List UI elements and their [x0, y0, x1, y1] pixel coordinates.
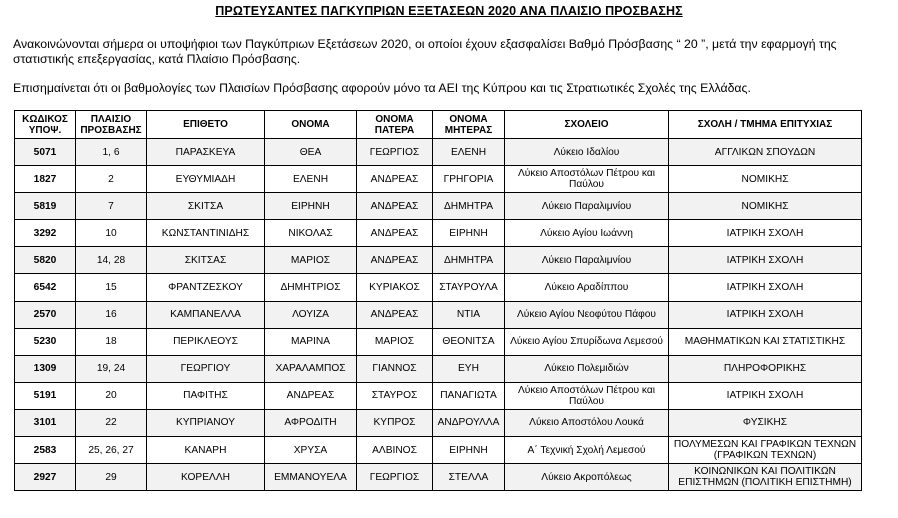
- cell-surname: ΠΑΡΑΣΚΕΥΑ: [147, 139, 265, 166]
- header-frame: ΠΛΑΙΣΙΟ ΠΡΟΣΒΑΣΗΣ: [76, 111, 147, 139]
- cell-dept: ΠΟΛΥΜΕΣΩΝ ΚΑΙ ΓΡΑΦΙΚΩΝ ΤΕΧΝΩΝ (ΓΡΑΦΙΚΩΝ ΤΕΧΝΩΝ): [669, 437, 862, 464]
- cell-frame: 29: [76, 464, 147, 491]
- cell-code: 3292: [15, 220, 76, 247]
- cell-mother: ΕΙΡΗΝΗ: [433, 220, 505, 247]
- cell-school: Λύκειο Παραλιμνίου: [505, 193, 669, 220]
- cell-school: Λύκειο Αγίου Νεοφύτου Πάφου: [505, 301, 669, 328]
- cell-dept: ΦΥΣΙΚΗΣ: [669, 409, 862, 436]
- cell-father: ΓΕΩΡΓΙΟΣ: [357, 139, 433, 166]
- cell-code: 1827: [15, 166, 76, 193]
- cell-surname: ΠΕΡΙΚΛΕΟΥΣ: [147, 328, 265, 355]
- cell-code: 5071: [15, 139, 76, 166]
- cell-father: ΑΝΔΡΕΑΣ: [357, 220, 433, 247]
- cell-name: ΘΕΑ: [265, 139, 357, 166]
- cell-school: Λύκειο Αραδίππου: [505, 274, 669, 301]
- table-row: [15, 247, 862, 274]
- header-school: ΣΧΟΛΕΙΟ: [505, 111, 669, 139]
- header-dept: ΣΧΟΛΗ / ΤΜΗΜΑ ΕΠΙΤΥΧΙΑΣ: [669, 111, 862, 139]
- cell-mother: ΔΗΜΗΤΡΑ: [433, 247, 505, 274]
- cell-dept: ΙΑΤΡΙΚΗ ΣΧΟΛΗ: [669, 220, 862, 247]
- cell-school: Λύκειο Ιδαλίου: [505, 139, 669, 166]
- cell-frame: 22: [76, 409, 147, 436]
- cell-name: ΕΛΕΝΗ: [265, 166, 357, 193]
- cell-father: ΑΛΒΙΝΟΣ: [357, 437, 433, 464]
- cell-dept: ΝΟΜΙΚΗΣ: [669, 166, 862, 193]
- cell-father: ΣΤΑΥΡΟΣ: [357, 382, 433, 409]
- cell-mother: ΝΤΙΑ: [433, 301, 505, 328]
- header-surname: ΕΠΙΘΕΤΟ: [147, 111, 265, 139]
- cell-mother: ΠΑΝΑΓΙΩΤΑ: [433, 382, 505, 409]
- cell-dept: ΝΟΜΙΚΗΣ: [669, 193, 862, 220]
- cell-school: Α΄ Τεχνική Σχολή Λεμεσού: [505, 437, 669, 464]
- cell-frame: 7: [76, 193, 147, 220]
- results-table: [14, 110, 862, 491]
- cell-code: 3101: [15, 409, 76, 436]
- table-row: [15, 464, 862, 491]
- cell-school: Λύκειο Αποστόλου Λουκά: [505, 409, 669, 436]
- cell-school: Λύκειο Παραλιμνίου: [505, 247, 669, 274]
- cell-mother: ΕΥΗ: [433, 355, 505, 382]
- cell-code: 2570: [15, 301, 76, 328]
- cell-name: ΕΙΡΗΝΗ: [265, 193, 357, 220]
- cell-frame: 10: [76, 220, 147, 247]
- cell-surname: ΣΚΙΤΣΑ: [147, 193, 265, 220]
- cell-school: Λύκειο Αγίου Ιωάννη: [505, 220, 669, 247]
- cell-father: ΚΥΠΡΟΣ: [357, 409, 433, 436]
- cell-mother: ΘΕΟΝΙΤΣΑ: [433, 328, 505, 355]
- cell-school: Λύκειο Ακροπόλεως: [505, 464, 669, 491]
- cell-frame: 20: [76, 382, 147, 409]
- cell-surname: ΚΩΝΣΤΑΝΤΙΝΙΔΗΣ: [147, 220, 265, 247]
- cell-dept: ΠΛΗΡΟΦΟΡΙΚΗΣ: [669, 355, 862, 382]
- table-row: [15, 139, 862, 166]
- table-row: [15, 437, 862, 464]
- cell-code: 5230: [15, 328, 76, 355]
- cell-code: 5191: [15, 382, 76, 409]
- cell-surname: ΦΡΑΝΤΖΕΣΚΟΥ: [147, 274, 265, 301]
- cell-dept: ΑΓΓΛΙΚΩΝ ΣΠΟΥΔΩΝ: [669, 139, 862, 166]
- cell-frame: 2: [76, 166, 147, 193]
- table-row: [15, 193, 862, 220]
- note-paragraph: Επισημαίνεται ότι οι βαθμολογίες των Πλαισίων Πρόσβασης αφορούν μόνο τα ΑΕΙ της Κύπρου και τις Στρατιωτικές Σχολές της Ελλάδας.: [13, 81, 751, 95]
- cell-frame: 16: [76, 301, 147, 328]
- cell-code: 2583: [15, 437, 76, 464]
- cell-mother: ΣΤΑΥΡΟΥΛΑ: [433, 274, 505, 301]
- cell-mother: ΣΤΕΛΛΑ: [433, 464, 505, 491]
- cell-school: Λύκειο Πολεμιδιών: [505, 355, 669, 382]
- cell-code: 6542: [15, 274, 76, 301]
- table-row: [15, 166, 862, 193]
- cell-name: ΑΝΔΡΕΑΣ: [265, 382, 357, 409]
- header-name: ΟΝΟΜΑ: [265, 111, 357, 139]
- cell-frame: 1, 6: [76, 139, 147, 166]
- cell-surname: ΚΑΝΑΡΗ: [147, 437, 265, 464]
- table-row: [15, 220, 862, 247]
- cell-surname: ΚΟΡΕΛΛΗ: [147, 464, 265, 491]
- header-mother: ΟΝΟΜΑ ΜΗΤΕΡΑΣ: [433, 111, 505, 139]
- cell-name: ΝΙΚΟΛΑΣ: [265, 220, 357, 247]
- table-row: [15, 382, 862, 409]
- table-row: [15, 328, 862, 355]
- cell-surname: ΚΥΠΡΙΑΝΟΥ: [147, 409, 265, 436]
- header-code: ΚΩΔΙΚΟΣ ΥΠΟΨ.: [15, 111, 76, 139]
- cell-frame: 25, 26, 27: [76, 437, 147, 464]
- cell-surname: ΣΚΙΤΣΑΣ: [147, 247, 265, 274]
- table-row: [15, 301, 862, 328]
- table-row: [15, 409, 862, 436]
- cell-father: ΓΕΩΡΓΙΟΣ: [357, 464, 433, 491]
- cell-name: ΜΑΡΙΝΑ: [265, 328, 357, 355]
- cell-father: ΑΝΔΡΕΑΣ: [357, 301, 433, 328]
- page-title: ΠΡΩΤΕΥΣΑΝΤΕΣ ΠΑΓΚΥΠΡΙΩΝ ΕΞΕΤΑΣΕΩΝ 2020 ΑΝΑ ΠΛΑΙΣΙΟ ΠΡΟΣΒΑΣΗΣ: [215, 4, 683, 18]
- cell-school: Λύκειο Αγίου Σπυρίδωνα Λεμεσού: [505, 328, 669, 355]
- cell-name: ΕΜΜΑΝΟΥΕΛΑ: [265, 464, 357, 491]
- cell-code: 1309: [15, 355, 76, 382]
- cell-frame: 14, 28: [76, 247, 147, 274]
- cell-school: Λύκειο Αποστόλων Πέτρου και Παύλου: [505, 166, 669, 193]
- cell-name: ΑΦΡΟΔΙΤΗ: [265, 409, 357, 436]
- announcement-paragraph: Ανακοινώνονται σήμερα οι υποψήφιοι των Παγκύπριων Εξετάσεων 2020, οι οποίοι έχουν εξασφαλίσει Βαθμό Πρόσβασης “ 20 ”, μετά την εφαρμογή της στατιστικής επεξεργασίας, κατά Πλαίσιο Πρόσβασης.: [13, 37, 837, 66]
- cell-mother: ΔΗΜΗΤΡΑ: [433, 193, 505, 220]
- cell-father: ΑΝΔΡΕΑΣ: [357, 247, 433, 274]
- cell-dept: ΙΑΤΡΙΚΗ ΣΧΟΛΗ: [669, 301, 862, 328]
- cell-name: ΜΑΡΙΟΣ: [265, 247, 357, 274]
- table-header-row: [15, 111, 862, 139]
- cell-mother: ΑΝΔΡΟΥΛΛΑ: [433, 409, 505, 436]
- cell-name: ΛΟΥΙΖΑ: [265, 301, 357, 328]
- cell-father: ΚΥΡΙΑΚΟΣ: [357, 274, 433, 301]
- cell-name: ΧΑΡΑΛΑΜΠΟΣ: [265, 355, 357, 382]
- cell-frame: 15: [76, 274, 147, 301]
- cell-dept: ΜΑΘΗΜΑΤΙΚΩΝ ΚΑΙ ΣΤΑΤΙΣΤΙΚΗΣ: [669, 328, 862, 355]
- cell-code: 5820: [15, 247, 76, 274]
- cell-mother: ΓΡΗΓΟΡΙΑ: [433, 166, 505, 193]
- cell-school: Λύκειο Αποστόλων Πέτρου και Παύλου: [505, 382, 669, 409]
- cell-code: 5819: [15, 193, 76, 220]
- cell-father: ΑΝΔΡΕΑΣ: [357, 166, 433, 193]
- header-father: ΟΝΟΜΑ ΠΑΤΕΡΑ: [357, 111, 433, 139]
- cell-father: ΜΑΡΙΟΣ: [357, 328, 433, 355]
- cell-frame: 18: [76, 328, 147, 355]
- cell-dept: ΙΑΤΡΙΚΗ ΣΧΟΛΗ: [669, 274, 862, 301]
- table-row: [15, 274, 862, 301]
- cell-name: ΧΡΥΣΑ: [265, 437, 357, 464]
- cell-dept: ΙΑΤΡΙΚΗ ΣΧΟΛΗ: [669, 247, 862, 274]
- cell-name: ΔΗΜΗΤΡΙΟΣ: [265, 274, 357, 301]
- cell-dept: ΙΑΤΡΙΚΗ ΣΧΟΛΗ: [669, 382, 862, 409]
- cell-dept: ΚΟΙΝΩΝΙΚΩΝ ΚΑΙ ΠΟΛΙΤΙΚΩΝ ΕΠΙΣΤΗΜΩΝ (ΠΟΛΙΤΙΚΗ ΕΠΙΣΤΗΜΗ): [669, 464, 862, 491]
- cell-father: ΑΝΔΡΕΑΣ: [357, 193, 433, 220]
- cell-mother: ΕΙΡΗΝΗ: [433, 437, 505, 464]
- cell-surname: ΚΑΜΠΑΝΕΛΛΑ: [147, 301, 265, 328]
- table-row: [15, 355, 862, 382]
- cell-father: ΓΙΑΝΝΟΣ: [357, 355, 433, 382]
- cell-surname: ΕΥΘΥΜΙΑΔΗ: [147, 166, 265, 193]
- cell-surname: ΠΑΦΙΤΗΣ: [147, 382, 265, 409]
- cell-surname: ΓΕΩΡΓΙΟΥ: [147, 355, 265, 382]
- cell-mother: ΕΛΕΝΗ: [433, 139, 505, 166]
- cell-code: 2927: [15, 464, 76, 491]
- cell-frame: 19, 24: [76, 355, 147, 382]
